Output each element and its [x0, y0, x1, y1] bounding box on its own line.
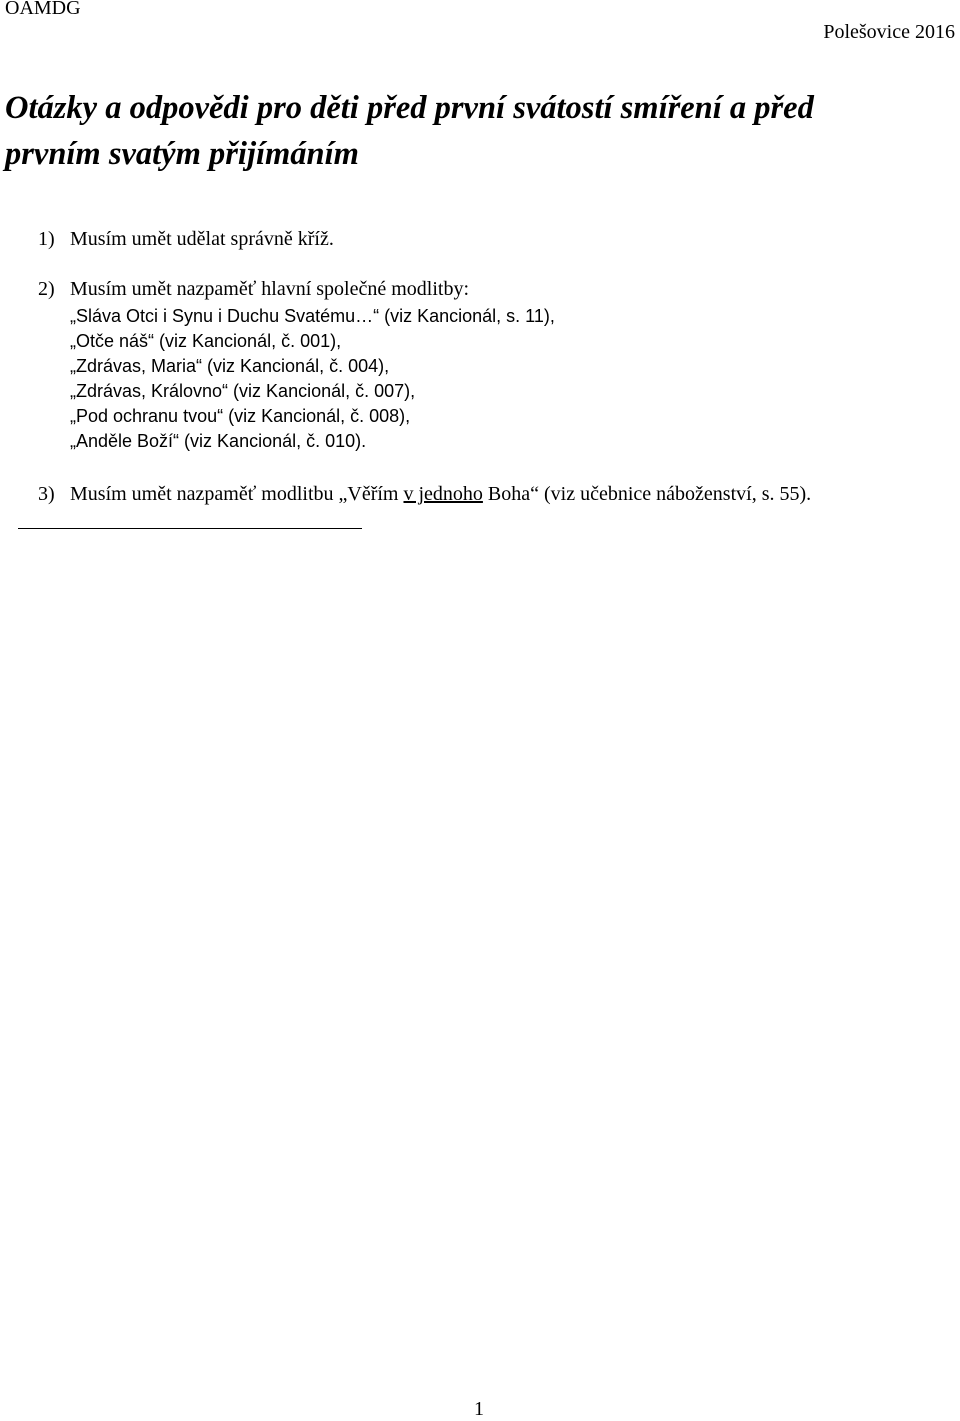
list-item-1: [0, 228, 960, 252]
list-item-text-underlined: v jednoho: [403, 483, 483, 505]
header-left-text: OAMDG: [5, 0, 81, 19]
prayer-line: „Pod ochranu tvou“ (viz Kancionál, č. 008),: [70, 406, 411, 426]
header-right-text: Polešovice 2016: [823, 21, 955, 43]
list-item-text: Musím umět nazpaměť hlavní společné modlitby:: [70, 278, 470, 300]
prayer-line: „Zdrávas, Maria“ (viz Kancionál, č. 004),: [70, 356, 390, 376]
list-item-number: 1): [38, 228, 55, 250]
document-title-line-1: Otázky a odpovědi pro děti před první svátostí smíření a před: [5, 90, 814, 126]
page-number: 1: [474, 1398, 484, 1420]
prayer-line: „Otče náš“ (viz Kancionál, č. 001),: [70, 331, 342, 351]
footnote-separator: [18, 528, 362, 529]
list-item-text: Musím umět udělat správně kříž.: [70, 228, 334, 250]
list-item-number: 2): [38, 278, 55, 300]
prayer-line: „Sláva Otci i Synu i Duchu Svatému…“ (viz Kancionál, s. 11),: [70, 306, 555, 326]
prayer-line: „Anděle Boží“ (viz Kancionál, č. 010).: [70, 431, 367, 451]
list-item-3: [0, 483, 960, 507]
list-item-2: [0, 278, 960, 302]
list-item-text-after: Boha“ (viz učebnice náboženství, s. 55).: [482, 483, 812, 505]
list-item-text-before: Musím umět nazpaměť modlitbu „Věřím: [70, 483, 404, 505]
prayer-line: „Zdrávas, Královno“ (viz Kancionál, č. 007),: [70, 381, 416, 401]
document-title-line-2: prvním svatým přijímáním: [5, 136, 359, 172]
list-item-number: 3): [38, 483, 55, 505]
list-item-text: [70, 483, 811, 506]
